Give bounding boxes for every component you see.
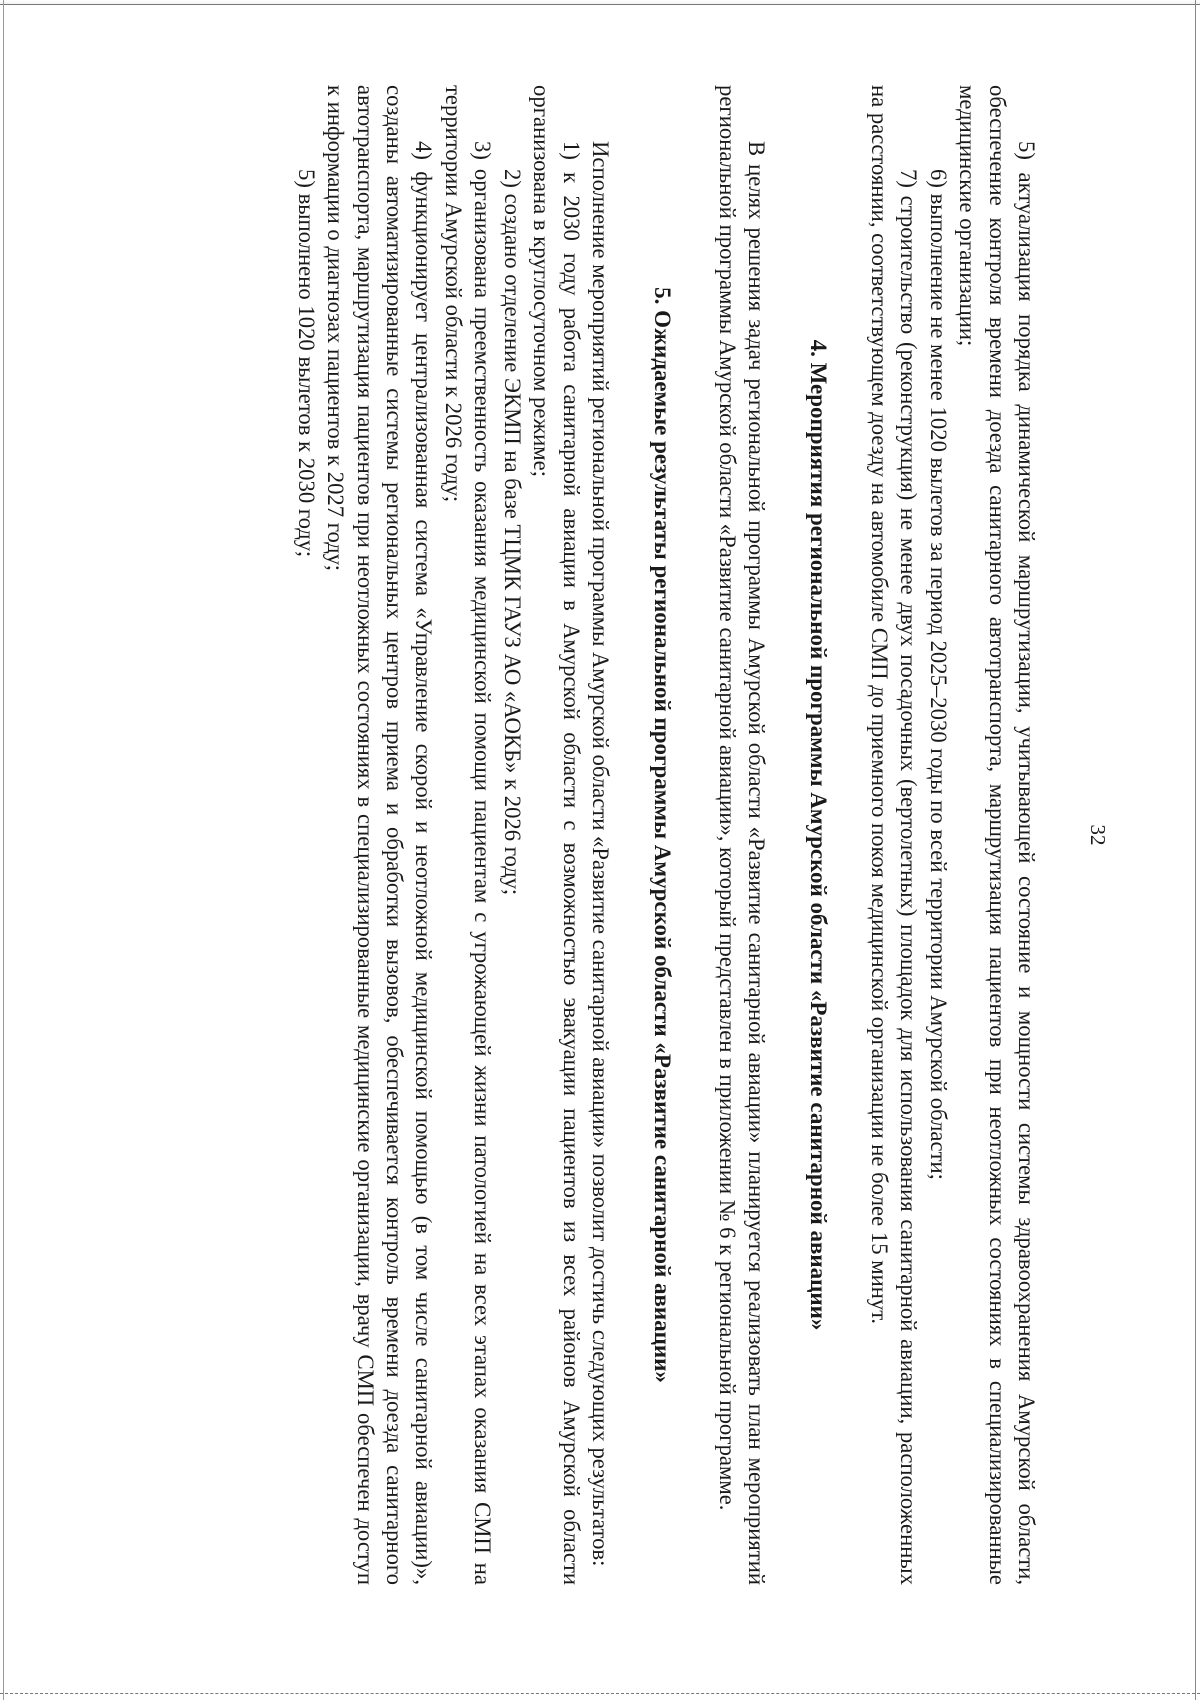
rotated-document-page	[110, 85, 1110, 1585]
body-paragraph: 2) создано отделение ЭКМП на базе ТЦМК ГАУЗ АО «АОКБ» к 2026 году;	[499, 169, 525, 896]
body-paragraph: 4) функционирует централизованная система «Управление скорой и неотложной медицинской помощью (в том числе санитарной авиации)», созданы автоматизированные системы региональных центров приема и обработки вызовов, обеспечивается контроль времени доезда санитарного автотранспорта, маршрутизация пациентов при неотложных состояниях в специализированные медицинские организации, врачу СМП обеспечен доступ к информации о диагнозах пациентов к 2027 году;	[323, 85, 437, 1585]
scan-border-top	[0, 0, 1200, 5]
body-paragraph: 5) актуализация порядка динамической маршрутизации, учитывающей состояние и мощности системы здравоохранения Амурской области, обеспечение контроля времени доезда санитарного автотранспорта, маршрутизация пациентов при неотложных состояниях в специализированные медицинские организации;	[955, 85, 1039, 1585]
section-heading: 5. Ожидаемые результаты региональной программы Амурской области «Развитие санитарной авиации»	[650, 287, 676, 1383]
body-paragraph: Исполнение мероприятий региональной программы Амурской области «Развитие санитарной авиации» позволит достичь следующих результатов:	[587, 141, 613, 1567]
body-paragraph: 3) организована преемственность оказания медицинской помощи пациентам с угрожающей жизни патологией на всех этапах оказания СМП на территории Амурской области к 2026 году;	[440, 85, 496, 1585]
scan-border-right	[1195, 0, 1200, 1700]
body-paragraph: 5) выполнено 1020 вылетов к 2030 году;	[293, 169, 319, 558]
section-heading: 4. Мероприятия региональной программы Амурской области «Развитие санитарной авиации»	[805, 339, 831, 1331]
body-paragraph: 6) выполнение не менее 1020 вылетов за период 2025–2030 годы по всей территории Амурской области;	[925, 169, 951, 1180]
body-paragraph: 7) строительство (реконструкция) не менее двух посадочных (вертолетных) площадок для использования санитарной авиации, расположенных на расстоянии, соответствующем доезду на автомобиле СМП до приемного покоя медицинской организации не более 15 минут.	[866, 85, 922, 1585]
body-paragraph: 1) к 2030 году работа санитарной авиации в Амурской области с возможностью эвакуации пациентов из всех районов Амурской области организована в круглосуточном режиме;	[529, 85, 584, 1585]
scan-border-left	[0, 0, 4, 1700]
document-body	[291, 85, 1041, 1585]
scan-border-bottom	[0, 1693, 1200, 1700]
body-paragraph: В целях решения задач региональной программы Амурской области «Развитие санитарной авиации» планируется реализовать план мероприятий региональной программы Амурской области «Развитие санитарной авиации», который представлен в приложении № 6 к региональной программе.	[714, 85, 770, 1585]
page-number: 32	[1086, 824, 1110, 846]
